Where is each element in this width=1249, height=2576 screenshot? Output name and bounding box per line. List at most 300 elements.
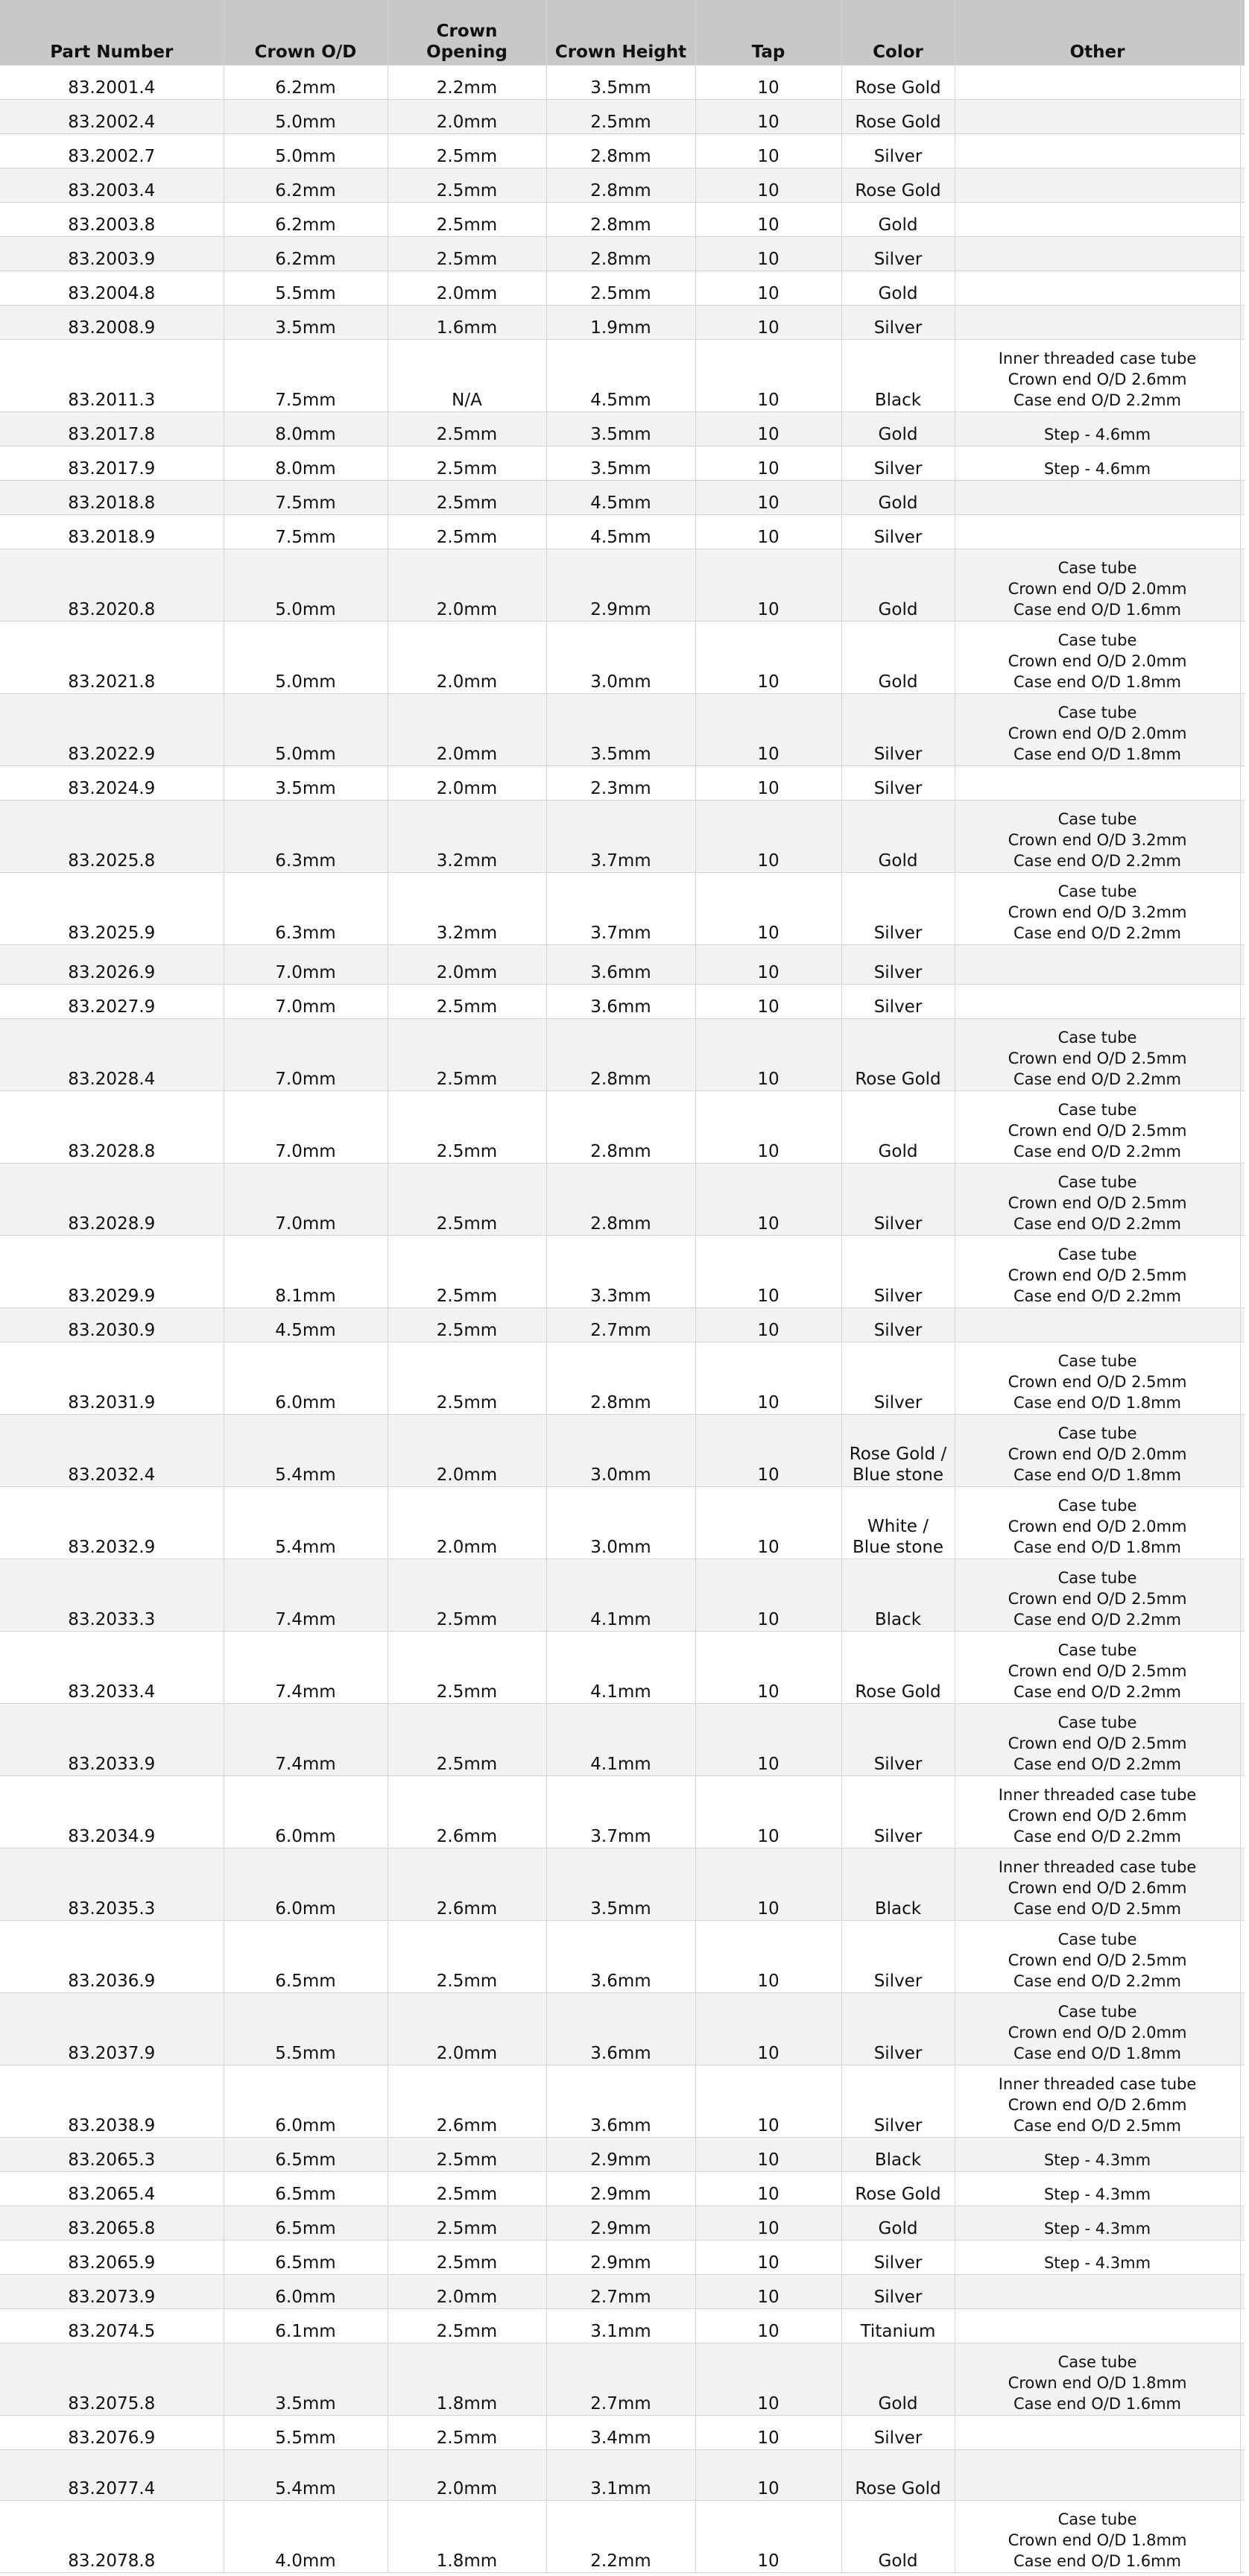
color-cell[interactable]: Silver	[841, 1163, 955, 1235]
tap-cell[interactable]: 10	[695, 1848, 841, 1920]
crown-height-cell[interactable]: 1.9mm	[546, 305, 695, 339]
crown-opening-cell[interactable]: 2.5mm	[388, 480, 546, 514]
crown-opening-cell[interactable]: 2.5mm	[388, 1235, 546, 1307]
header-crown-od[interactable]: Crown O/D	[224, 0, 388, 65]
crown-height-cell[interactable]: 3.6mm	[546, 1992, 695, 2065]
part-number-cell[interactable]: 83.2022.9	[0, 693, 224, 765]
part-number-cell[interactable]: 83.2037.9	[0, 1992, 224, 2065]
tap-cell[interactable]: 10	[695, 2415, 841, 2449]
crown-opening-cell[interactable]: 2.0mm	[388, 621, 546, 693]
color-cell[interactable]: Silver	[841, 236, 955, 271]
color-cell[interactable]: Silver	[841, 2240, 955, 2274]
other-cell[interactable]	[955, 1307, 1240, 1342]
other-cell[interactable]: Inner threaded case tube Crown end O/D 2.6mm Case end O/D 2.2mm	[955, 1775, 1240, 1848]
part-number-cell[interactable]: 83.2034.9	[0, 1775, 224, 1848]
crown-od-cell[interactable]: 6.0mm	[224, 1342, 388, 1414]
crown-od-cell[interactable]: 8.1mm	[224, 1235, 388, 1307]
crown-opening-cell[interactable]: 2.0mm	[388, 693, 546, 765]
tap-cell[interactable]: 10	[695, 133, 841, 168]
crown-height-cell[interactable]: 2.8mm	[546, 1163, 695, 1235]
other-cell[interactable]	[955, 133, 1240, 168]
crown-od-cell[interactable]: 6.0mm	[224, 1775, 388, 1848]
crown-od-cell[interactable]: 3.5mm	[224, 2343, 388, 2415]
part-number-cell[interactable]: 83.2003.4	[0, 168, 224, 202]
tap-cell[interactable]: 10	[695, 271, 841, 305]
crown-opening-cell[interactable]: 2.5mm	[388, 1018, 546, 1090]
crown-od-cell[interactable]: 4.5mm	[224, 1307, 388, 1342]
color-cell[interactable]: Gold	[841, 202, 955, 236]
color-cell[interactable]: Rose Gold	[841, 2171, 955, 2206]
crown-height-cell[interactable]: 2.9mm	[546, 2240, 695, 2274]
color-cell[interactable]: Silver	[841, 1775, 955, 1848]
other-cell[interactable]: Case tube Crown end O/D 2.5mm Case end O/D 2.2mm	[955, 1235, 1240, 1307]
other-cell[interactable]	[955, 765, 1240, 800]
crown-height-cell[interactable]: 3.6mm	[546, 944, 695, 984]
part-number-cell[interactable]: 83.2065.4	[0, 2171, 224, 2206]
color-cell[interactable]: Silver	[841, 872, 955, 944]
other-cell[interactable]	[955, 944, 1240, 984]
color-cell[interactable]: Gold	[841, 2206, 955, 2240]
other-cell[interactable]: Case tube Crown end O/D 2.5mm Case end O/D 2.2mm	[955, 1559, 1240, 1631]
crown-opening-cell[interactable]: 2.5mm	[388, 133, 546, 168]
other-cell[interactable]: Case tube Crown end O/D 2.0mm Case end O/D 1.8mm	[955, 621, 1240, 693]
part-number-cell[interactable]: 83.2032.4	[0, 1414, 224, 1486]
tap-cell[interactable]: 10	[695, 872, 841, 944]
crown-opening-cell[interactable]: 2.0mm	[388, 944, 546, 984]
part-number-cell[interactable]: 83.2018.9	[0, 514, 224, 549]
color-cell[interactable]: Gold	[841, 411, 955, 446]
color-cell[interactable]: Rose Gold	[841, 1631, 955, 1703]
crown-opening-cell[interactable]: 2.2mm	[388, 65, 546, 99]
crown-opening-cell[interactable]: 2.5mm	[388, 2206, 546, 2240]
crown-height-cell[interactable]: 2.9mm	[546, 2137, 695, 2171]
crown-height-cell[interactable]: 3.7mm	[546, 1775, 695, 1848]
crown-opening-cell[interactable]: 2.0mm	[388, 2449, 546, 2500]
part-number-cell[interactable]: 83.2017.9	[0, 446, 224, 480]
crown-height-cell[interactable]: 2.7mm	[546, 2274, 695, 2308]
other-cell[interactable]: Case tube Crown end O/D 3.2mm Case end O/D 2.2mm	[955, 872, 1240, 944]
tap-cell[interactable]: 10	[695, 944, 841, 984]
tap-cell[interactable]: 10	[695, 99, 841, 133]
other-cell[interactable]: Case tube Crown end O/D 3.2mm Case end O/D 2.2mm	[955, 800, 1240, 872]
crown-height-cell[interactable]: 2.5mm	[546, 99, 695, 133]
part-number-cell[interactable]: 83.2011.3	[0, 339, 224, 411]
crown-od-cell[interactable]: 3.5mm	[224, 305, 388, 339]
part-number-cell[interactable]: 83.2065.8	[0, 2206, 224, 2240]
tap-cell[interactable]: 10	[695, 1703, 841, 1775]
color-cell[interactable]: Silver	[841, 446, 955, 480]
crown-opening-cell[interactable]: 2.5mm	[388, 1559, 546, 1631]
tap-cell[interactable]: 10	[695, 1486, 841, 1559]
other-cell[interactable]: Inner threaded case tube Crown end O/D 2.6mm Case end O/D 2.5mm	[955, 2065, 1240, 2137]
crown-height-cell[interactable]: 2.2mm	[546, 2500, 695, 2572]
part-number-cell[interactable]: 83.2033.9	[0, 1703, 224, 1775]
other-cell[interactable]	[955, 514, 1240, 549]
part-number-cell[interactable]: 83.2027.9	[0, 984, 224, 1018]
crown-height-cell[interactable]: 2.7mm	[546, 2343, 695, 2415]
crown-height-cell[interactable]: 2.9mm	[546, 549, 695, 621]
color-cell[interactable]: Rose Gold	[841, 2449, 955, 2500]
header-other[interactable]: Other	[955, 0, 1240, 65]
part-number-cell[interactable]: 83.2028.9	[0, 1163, 224, 1235]
crown-opening-cell[interactable]: 2.5mm	[388, 236, 546, 271]
crown-height-cell[interactable]: 2.8mm	[546, 1090, 695, 1163]
crown-opening-cell[interactable]: 2.5mm	[388, 2308, 546, 2343]
crown-height-cell[interactable]: 2.8mm	[546, 202, 695, 236]
tap-cell[interactable]: 10	[695, 1559, 841, 1631]
crown-opening-cell[interactable]: 1.8mm	[388, 2343, 546, 2415]
part-number-cell[interactable]: 83.2020.8	[0, 549, 224, 621]
crown-height-cell[interactable]: 3.7mm	[546, 872, 695, 944]
other-cell[interactable]: Step - 4.6mm	[955, 411, 1240, 446]
part-number-cell[interactable]: 83.2077.4	[0, 2449, 224, 2500]
part-number-cell[interactable]: 83.2017.8	[0, 411, 224, 446]
crown-od-cell[interactable]: 7.0mm	[224, 1018, 388, 1090]
crown-opening-cell[interactable]: 2.5mm	[388, 1703, 546, 1775]
other-cell[interactable]: Inner threaded case tube Crown end O/D 2.6mm Case end O/D 2.2mm	[955, 339, 1240, 411]
part-number-cell[interactable]: 83.2025.9	[0, 872, 224, 944]
crown-opening-cell[interactable]: 3.2mm	[388, 800, 546, 872]
color-cell[interactable]: Rose Gold	[841, 1018, 955, 1090]
part-number-cell[interactable]: 83.2028.4	[0, 1018, 224, 1090]
crown-opening-cell[interactable]: 2.6mm	[388, 2065, 546, 2137]
other-cell[interactable]: Step - 4.3mm	[955, 2206, 1240, 2240]
other-cell[interactable]	[955, 2449, 1240, 2500]
crown-od-cell[interactable]: 5.0mm	[224, 133, 388, 168]
other-cell[interactable]	[955, 202, 1240, 236]
crown-od-cell[interactable]: 8.0mm	[224, 446, 388, 480]
color-cell[interactable]: Gold	[841, 2343, 955, 2415]
crown-opening-cell[interactable]: 2.5mm	[388, 2137, 546, 2171]
tap-cell[interactable]: 10	[695, 2171, 841, 2206]
crown-od-cell[interactable]: 7.0mm	[224, 984, 388, 1018]
header-crown-opening[interactable]: Crown Opening	[388, 0, 546, 65]
part-number-cell[interactable]: 83.2029.9	[0, 1235, 224, 1307]
crown-opening-cell[interactable]: 2.5mm	[388, 2415, 546, 2449]
crown-opening-cell[interactable]: 2.5mm	[388, 446, 546, 480]
crown-height-cell[interactable]: 3.5mm	[546, 1848, 695, 1920]
color-cell[interactable]: Silver	[841, 765, 955, 800]
crown-height-cell[interactable]: 3.6mm	[546, 1920, 695, 1992]
crown-opening-cell[interactable]: 2.0mm	[388, 1414, 546, 1486]
crown-od-cell[interactable]: 6.2mm	[224, 202, 388, 236]
color-cell[interactable]: Silver	[841, 2415, 955, 2449]
tap-cell[interactable]: 10	[695, 2065, 841, 2137]
crown-od-cell[interactable]: 6.5mm	[224, 2240, 388, 2274]
crown-height-cell[interactable]: 2.8mm	[546, 168, 695, 202]
crown-od-cell[interactable]: 6.2mm	[224, 168, 388, 202]
crown-opening-cell[interactable]: 2.5mm	[388, 168, 546, 202]
part-number-cell[interactable]: 83.2002.7	[0, 133, 224, 168]
color-cell[interactable]: Gold	[841, 271, 955, 305]
crown-od-cell[interactable]: 5.0mm	[224, 693, 388, 765]
other-cell[interactable]: Case tube Crown end O/D 2.5mm Case end O/D 2.2mm	[955, 1163, 1240, 1235]
tap-cell[interactable]: 10	[695, 305, 841, 339]
part-number-cell[interactable]: 83.2002.4	[0, 99, 224, 133]
crown-height-cell[interactable]: 2.8mm	[546, 133, 695, 168]
crown-opening-cell[interactable]: 2.5mm	[388, 411, 546, 446]
other-cell[interactable]: Case tube Crown end O/D 2.0mm Case end O/D 1.8mm	[955, 1414, 1240, 1486]
crown-height-cell[interactable]: 3.5mm	[546, 693, 695, 765]
crown-od-cell[interactable]: 7.0mm	[224, 1090, 388, 1163]
color-cell[interactable]: Black	[841, 1559, 955, 1631]
other-cell[interactable]	[955, 305, 1240, 339]
crown-od-cell[interactable]: 6.2mm	[224, 65, 388, 99]
crown-height-cell[interactable]: 3.1mm	[546, 2308, 695, 2343]
color-cell[interactable]: Silver	[841, 2065, 955, 2137]
color-cell[interactable]: Rose Gold	[841, 65, 955, 99]
crown-height-cell[interactable]: 2.7mm	[546, 1307, 695, 1342]
crown-height-cell[interactable]: 4.1mm	[546, 1703, 695, 1775]
part-number-cell[interactable]: 83.2076.9	[0, 2415, 224, 2449]
color-cell[interactable]: Black	[841, 339, 955, 411]
part-number-cell[interactable]: 83.2003.8	[0, 202, 224, 236]
part-number-cell[interactable]: 83.2024.9	[0, 765, 224, 800]
other-cell[interactable]: Step - 4.3mm	[955, 2240, 1240, 2274]
other-cell[interactable]: Case tube Crown end O/D 1.8mm Case end O/D 1.6mm	[955, 2500, 1240, 2572]
crown-opening-cell[interactable]: 2.0mm	[388, 2274, 546, 2308]
crown-opening-cell[interactable]: 2.5mm	[388, 1307, 546, 1342]
crown-height-cell[interactable]: 3.0mm	[546, 1414, 695, 1486]
tap-cell[interactable]: 10	[695, 984, 841, 1018]
tap-cell[interactable]: 10	[695, 446, 841, 480]
part-number-cell[interactable]: 83.2032.9	[0, 1486, 224, 1559]
crown-height-cell[interactable]: 3.4mm	[546, 2415, 695, 2449]
other-cell[interactable]: Inner threaded case tube Crown end O/D 2.6mm Case end O/D 2.5mm	[955, 1848, 1240, 1920]
tap-cell[interactable]: 10	[695, 1775, 841, 1848]
color-cell[interactable]: Gold	[841, 480, 955, 514]
crown-od-cell[interactable]: 7.0mm	[224, 944, 388, 984]
color-cell[interactable]: Silver	[841, 133, 955, 168]
other-cell[interactable]: Step - 4.3mm	[955, 2137, 1240, 2171]
crown-height-cell[interactable]: 2.8mm	[546, 1018, 695, 1090]
other-cell[interactable]: Case tube Crown end O/D 2.5mm Case end O/D 2.2mm	[955, 1631, 1240, 1703]
part-number-cell[interactable]: 83.2003.9	[0, 236, 224, 271]
crown-od-cell[interactable]: 6.2mm	[224, 236, 388, 271]
part-number-cell[interactable]: 83.2018.8	[0, 480, 224, 514]
color-cell[interactable]: Rose Gold	[841, 99, 955, 133]
header-tap[interactable]: Tap	[695, 0, 841, 65]
other-cell[interactable]: Case tube Crown end O/D 2.5mm Case end O/D 2.2mm	[955, 1920, 1240, 1992]
color-cell[interactable]: White / Blue stone	[841, 1486, 955, 1559]
crown-od-cell[interactable]: 5.0mm	[224, 549, 388, 621]
other-cell[interactable]: Case tube Crown end O/D 2.0mm Case end O/D 1.6mm	[955, 549, 1240, 621]
crown-opening-cell[interactable]: 2.6mm	[388, 1775, 546, 1848]
crown-od-cell[interactable]: 6.5mm	[224, 2206, 388, 2240]
color-cell[interactable]: Silver	[841, 944, 955, 984]
other-cell[interactable]	[955, 2274, 1240, 2308]
part-number-cell[interactable]: 83.2078.8	[0, 2500, 224, 2572]
color-cell[interactable]: Gold	[841, 549, 955, 621]
crown-od-cell[interactable]: 5.0mm	[224, 621, 388, 693]
crown-opening-cell[interactable]: 1.6mm	[388, 305, 546, 339]
tap-cell[interactable]: 10	[695, 202, 841, 236]
other-cell[interactable]: Case tube Crown end O/D 1.8mm Case end O/D 1.6mm	[955, 2343, 1240, 2415]
color-cell[interactable]: Silver	[841, 1235, 955, 1307]
header-crown-height[interactable]: Crown Height	[546, 0, 695, 65]
color-cell[interactable]: Gold	[841, 1090, 955, 1163]
crown-opening-cell[interactable]: 2.0mm	[388, 271, 546, 305]
color-cell[interactable]: Silver	[841, 984, 955, 1018]
tap-cell[interactable]: 10	[695, 168, 841, 202]
crown-height-cell[interactable]: 3.0mm	[546, 621, 695, 693]
crown-height-cell[interactable]: 3.3mm	[546, 1235, 695, 1307]
tap-cell[interactable]: 10	[695, 2274, 841, 2308]
color-cell[interactable]: Silver	[841, 1920, 955, 1992]
crown-opening-cell[interactable]: 2.5mm	[388, 1342, 546, 1414]
part-number-cell[interactable]: 83.2004.8	[0, 271, 224, 305]
header-color[interactable]: Color	[841, 0, 955, 65]
tap-cell[interactable]: 10	[695, 1414, 841, 1486]
crown-od-cell[interactable]: 7.0mm	[224, 1163, 388, 1235]
crown-od-cell[interactable]: 5.5mm	[224, 271, 388, 305]
color-cell[interactable]: Silver	[841, 693, 955, 765]
other-cell[interactable]: Case tube Crown end O/D 2.0mm Case end O/D 1.8mm	[955, 1992, 1240, 2065]
crown-od-cell[interactable]: 6.0mm	[224, 2065, 388, 2137]
crown-height-cell[interactable]: 3.5mm	[546, 446, 695, 480]
other-cell[interactable]	[955, 984, 1240, 1018]
crown-od-cell[interactable]: 7.5mm	[224, 339, 388, 411]
part-number-cell[interactable]: 83.2025.8	[0, 800, 224, 872]
crown-opening-cell[interactable]: 2.0mm	[388, 549, 546, 621]
other-cell[interactable]: Case tube Crown end O/D 2.5mm Case end O/D 2.2mm	[955, 1090, 1240, 1163]
crown-od-cell[interactable]: 7.4mm	[224, 1631, 388, 1703]
part-number-cell[interactable]: 83.2036.9	[0, 1920, 224, 1992]
crown-opening-cell[interactable]: N/A	[388, 339, 546, 411]
crown-od-cell[interactable]: 6.5mm	[224, 2137, 388, 2171]
crown-od-cell[interactable]: 7.5mm	[224, 480, 388, 514]
tap-cell[interactable]: 10	[695, 549, 841, 621]
crown-opening-cell[interactable]: 2.5mm	[388, 514, 546, 549]
other-cell[interactable]	[955, 2308, 1240, 2343]
tap-cell[interactable]: 10	[695, 411, 841, 446]
crown-od-cell[interactable]: 5.0mm	[224, 99, 388, 133]
crown-opening-cell[interactable]: 2.6mm	[388, 1848, 546, 1920]
other-cell[interactable]	[955, 236, 1240, 271]
tap-cell[interactable]: 10	[695, 765, 841, 800]
part-number-cell[interactable]: 83.2074.5	[0, 2308, 224, 2343]
crown-height-cell[interactable]: 3.5mm	[546, 411, 695, 446]
part-number-cell[interactable]: 83.2021.8	[0, 621, 224, 693]
part-number-cell[interactable]: 83.2026.9	[0, 944, 224, 984]
color-cell[interactable]: Black	[841, 1848, 955, 1920]
crown-od-cell[interactable]: 7.5mm	[224, 514, 388, 549]
other-cell[interactable]: Case tube Crown end O/D 2.5mm Case end O/D 2.2mm	[955, 1703, 1240, 1775]
crown-height-cell[interactable]: 2.5mm	[546, 271, 695, 305]
part-number-cell[interactable]: 83.2035.3	[0, 1848, 224, 1920]
other-cell[interactable]: Step - 4.6mm	[955, 446, 1240, 480]
crown-od-cell[interactable]: 6.0mm	[224, 2274, 388, 2308]
tap-cell[interactable]: 10	[695, 65, 841, 99]
crown-height-cell[interactable]: 3.7mm	[546, 800, 695, 872]
other-cell[interactable]: Case tube Crown end O/D 2.0mm Case end O/D 1.8mm	[955, 1486, 1240, 1559]
crown-od-cell[interactable]: 6.3mm	[224, 800, 388, 872]
crown-opening-cell[interactable]: 2.5mm	[388, 1163, 546, 1235]
color-cell[interactable]: Titanium	[841, 2308, 955, 2343]
tap-cell[interactable]: 10	[695, 339, 841, 411]
tap-cell[interactable]: 10	[695, 1235, 841, 1307]
color-cell[interactable]: Black	[841, 2137, 955, 2171]
crown-od-cell[interactable]: 5.5mm	[224, 1992, 388, 2065]
crown-height-cell[interactable]: 2.3mm	[546, 765, 695, 800]
tap-cell[interactable]: 10	[695, 236, 841, 271]
other-cell[interactable]	[955, 480, 1240, 514]
part-number-cell[interactable]: 83.2033.4	[0, 1631, 224, 1703]
crown-opening-cell[interactable]: 2.5mm	[388, 202, 546, 236]
crown-height-cell[interactable]: 4.5mm	[546, 514, 695, 549]
crown-height-cell[interactable]: 3.0mm	[546, 1486, 695, 1559]
crown-opening-cell[interactable]: 2.5mm	[388, 2240, 546, 2274]
crown-od-cell[interactable]: 6.1mm	[224, 2308, 388, 2343]
color-cell[interactable]: Silver	[841, 1703, 955, 1775]
tap-cell[interactable]: 10	[695, 1992, 841, 2065]
other-cell[interactable]	[955, 271, 1240, 305]
crown-od-cell[interactable]: 6.3mm	[224, 872, 388, 944]
other-cell[interactable]	[955, 65, 1240, 99]
crown-opening-cell[interactable]: 2.5mm	[388, 2171, 546, 2206]
crown-opening-cell[interactable]: 2.0mm	[388, 99, 546, 133]
color-cell[interactable]: Rose Gold / Blue stone	[841, 1414, 955, 1486]
tap-cell[interactable]: 10	[695, 2449, 841, 2500]
part-number-cell[interactable]: 83.2073.9	[0, 2274, 224, 2308]
other-cell[interactable]	[955, 99, 1240, 133]
crown-opening-cell[interactable]: 2.0mm	[388, 1486, 546, 1559]
tap-cell[interactable]: 10	[695, 1090, 841, 1163]
crown-od-cell[interactable]: 3.5mm	[224, 765, 388, 800]
tap-cell[interactable]: 10	[695, 621, 841, 693]
tap-cell[interactable]: 10	[695, 1342, 841, 1414]
color-cell[interactable]: Silver	[841, 1992, 955, 2065]
crown-height-cell[interactable]: 4.5mm	[546, 339, 695, 411]
part-number-cell[interactable]: 83.2001.4	[0, 65, 224, 99]
tap-cell[interactable]: 10	[695, 1307, 841, 1342]
tap-cell[interactable]: 10	[695, 800, 841, 872]
crown-height-cell[interactable]: 4.1mm	[546, 1559, 695, 1631]
color-cell[interactable]: Rose Gold	[841, 168, 955, 202]
crown-opening-cell[interactable]: 2.5mm	[388, 1631, 546, 1703]
color-cell[interactable]: Silver	[841, 1307, 955, 1342]
color-cell[interactable]: Silver	[841, 305, 955, 339]
crown-od-cell[interactable]: 5.4mm	[224, 1414, 388, 1486]
tap-cell[interactable]: 10	[695, 1631, 841, 1703]
other-cell[interactable]	[955, 168, 1240, 202]
tap-cell[interactable]: 10	[695, 1163, 841, 1235]
tap-cell[interactable]: 10	[695, 1018, 841, 1090]
part-number-cell[interactable]: 83.2065.3	[0, 2137, 224, 2171]
color-cell[interactable]: Silver	[841, 514, 955, 549]
tap-cell[interactable]: 10	[695, 514, 841, 549]
crown-od-cell[interactable]: 6.5mm	[224, 2171, 388, 2206]
crown-opening-cell[interactable]: 2.0mm	[388, 1992, 546, 2065]
crown-od-cell[interactable]: 5.4mm	[224, 1486, 388, 1559]
crown-od-cell[interactable]: 4.0mm	[224, 2500, 388, 2572]
part-number-cell[interactable]: 83.2075.8	[0, 2343, 224, 2415]
crown-height-cell[interactable]: 2.9mm	[546, 2171, 695, 2206]
part-number-cell[interactable]: 83.2033.3	[0, 1559, 224, 1631]
color-cell[interactable]: Silver	[841, 2274, 955, 2308]
tap-cell[interactable]: 10	[695, 480, 841, 514]
part-number-cell[interactable]: 83.2038.9	[0, 2065, 224, 2137]
crown-od-cell[interactable]: 7.4mm	[224, 1559, 388, 1631]
color-cell[interactable]: Gold	[841, 2500, 955, 2572]
crown-od-cell[interactable]: 8.0mm	[224, 411, 388, 446]
part-number-cell[interactable]: 83.2030.9	[0, 1307, 224, 1342]
other-cell[interactable]: Case tube Crown end O/D 2.5mm Case end O/D 2.2mm	[955, 1018, 1240, 1090]
crown-height-cell[interactable]: 3.6mm	[546, 984, 695, 1018]
crown-height-cell[interactable]: 2.9mm	[546, 2206, 695, 2240]
crown-height-cell[interactable]: 3.6mm	[546, 2065, 695, 2137]
crown-od-cell[interactable]: 5.5mm	[224, 2415, 388, 2449]
